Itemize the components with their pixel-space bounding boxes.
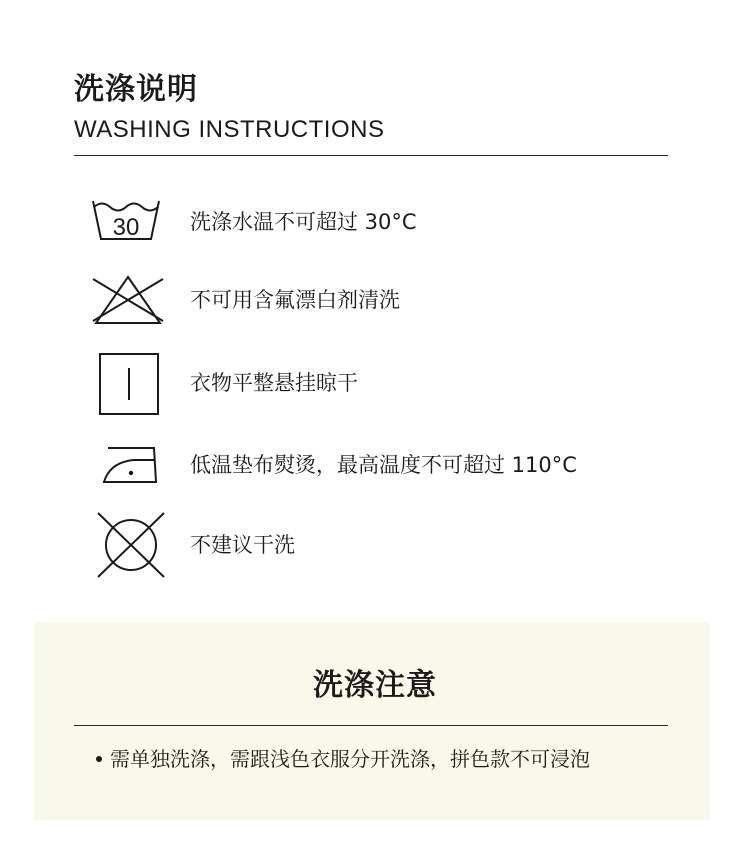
- notice-panel: [34, 622, 710, 820]
- notice-title: 洗涤注意: [313, 668, 437, 703]
- instruction-no-dry-clean: [0, 510, 750, 580]
- wash-30-icon: [88, 187, 168, 257]
- page-title: 洗涤说明: [74, 72, 198, 107]
- instruction-text: 洗涤水温不可超过 30°C: [190, 210, 417, 234]
- instruction-text: 不可用含氟漂白剂清洗: [190, 288, 400, 312]
- instruction-wash-temperature: [0, 187, 750, 257]
- no-bleach-icon: [88, 265, 168, 335]
- notice-item: [96, 742, 590, 776]
- iron-low-icon: [88, 430, 168, 500]
- instruction-text: 衣物平整悬挂晾干: [190, 371, 358, 395]
- bullet-icon: [96, 756, 102, 762]
- instruction-text: 低温垫布熨烫，最高温度不可超过 110°C: [190, 453, 577, 477]
- instruction-iron-low: [0, 430, 750, 500]
- notice-item-text: 需单独洗涤，需跟浅色衣服分开洗涤，拼色款不可浸泡: [110, 747, 590, 771]
- no-dry-clean-icon: [88, 510, 168, 580]
- page-subtitle: WASHING INSTRUCTIONS: [74, 116, 385, 143]
- instruction-hang-dry: [0, 348, 750, 418]
- wash-temp-label: 30: [112, 214, 140, 241]
- instruction-text: 不建议干洗: [190, 533, 295, 557]
- instruction-no-bleach: [0, 265, 750, 335]
- notice-divider: [74, 725, 668, 726]
- header-divider: [74, 155, 668, 156]
- hang-dry-icon: [88, 348, 168, 418]
